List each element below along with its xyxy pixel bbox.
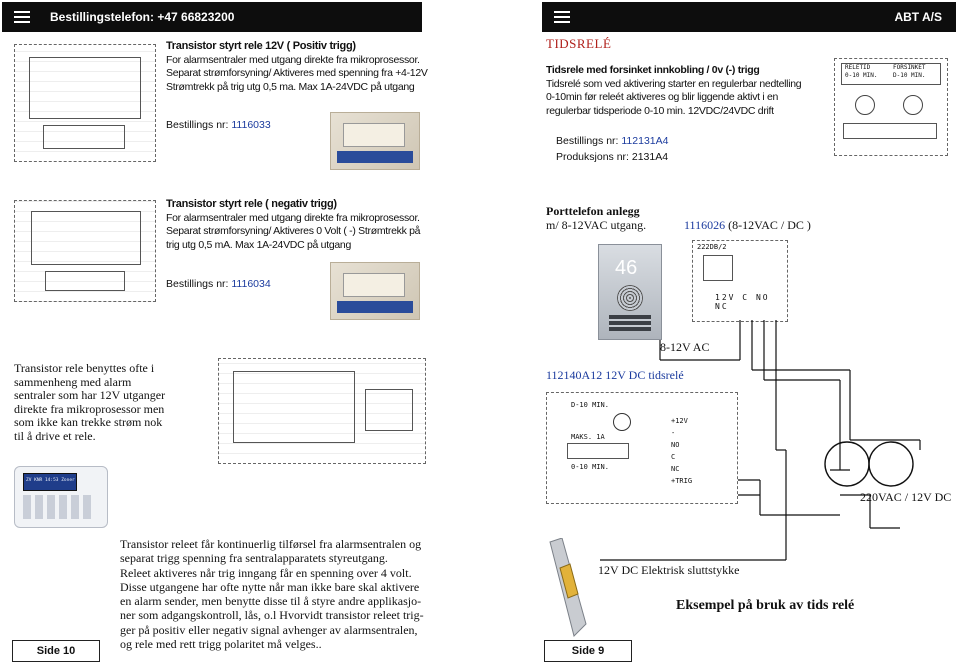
timer-relay-diagram — [546, 392, 738, 504]
relay-board-photo-positive — [330, 112, 420, 170]
product-code-suffix: (8-12VAC / DC ) — [725, 218, 811, 232]
bottom-text — [120, 537, 450, 651]
porttelefon-code — [684, 218, 811, 233]
terminal-label: C — [671, 453, 676, 461]
transformer-label: 220VAC / 12V DC — [860, 490, 952, 504]
diagram-label: 0-10 MIN. — [845, 72, 878, 79]
timer-diagram-label: D-10 MIN. — [571, 401, 609, 409]
relay-terminal: C — [742, 293, 750, 302]
relay-terminal: 12V — [715, 293, 736, 302]
rele-neg-order — [166, 278, 271, 290]
header-brand: ABT A/S — [894, 10, 942, 24]
porttelefon-subtitle: m/ 8-12VAC utgang. — [546, 218, 647, 232]
rele-neg-line: Separat strømforsyning/ Aktiveres 0 Volt ( -) Strømtrekk på — [166, 225, 421, 237]
rele-pos-line: Separat strømforsyning/ Aktiveres med spenning fra +4-12V — [166, 67, 428, 79]
tidsrele-text — [546, 64, 808, 118]
diagram-label: D-10 MIN. — [893, 72, 926, 79]
order-number: 112131A4 — [621, 135, 669, 147]
electric-strike-image — [544, 538, 592, 638]
timer-diagram-label: 0-10 MIN. — [571, 463, 609, 471]
order-label: Bestillings nr: — [556, 135, 622, 147]
terminal-label: +12V — [671, 417, 688, 425]
bottom-line: ger på positiv eller negativ signal avhenger av alarmsentralen, — [120, 622, 418, 637]
tidsrele-line: regulerbar tidsperiode 0-10 min. 12VDC/24VDC drift — [546, 104, 774, 117]
timer-label-text: 112140A12 12V DC tidsrelé — [546, 368, 684, 382]
rele-neg-text — [166, 198, 428, 252]
rele-neg-line: For alarmsentraler med utgang direkte fra mikroprosessor. — [166, 211, 420, 224]
rele-pos-order — [166, 119, 271, 131]
intro-line: sentraler som har 12V utganger — [14, 388, 166, 403]
tidsrele-order — [556, 135, 668, 147]
timer-label — [546, 368, 684, 383]
page-number-right: Side 9 — [544, 640, 632, 662]
relay-diagram-negative — [14, 200, 156, 302]
tidsrele-prod — [556, 151, 668, 163]
rele-neg-line: trig utg 0,5 mA. Max 1A-24VDC på utgang — [166, 238, 351, 251]
bottom-line: og rele med rett trigg polaritet må velges.. — [120, 637, 322, 652]
intercom-panel-number: 46 — [615, 257, 638, 279]
header-title: Bestillingstelefon: +47 66823200 — [50, 10, 235, 24]
terminal-label: - — [671, 429, 676, 437]
terminal-label: NC — [671, 465, 680, 473]
intro-line: til å drive et rele. — [14, 428, 96, 443]
relay-board-photo-negative — [330, 262, 420, 320]
relay-terminal: NC — [715, 302, 729, 311]
bottom-line: en alarm sender, men benytte disse til å styre andre applikasjo- — [120, 594, 422, 609]
diagram-label: RELETID — [845, 64, 871, 71]
porttelefon-title: Porttelefon anlegg — [546, 204, 640, 218]
relay-terminal: NO — [755, 293, 770, 302]
intro-text — [14, 362, 204, 444]
bottom-line: Transistor releet får kontinuerlig tilførsel fra alarmsentralen og — [120, 537, 422, 551]
porttelefon-text — [546, 204, 646, 232]
keypad-display: ZV KNR 14:53 Zoner — [26, 478, 75, 483]
example-title: Eksempel på bruk av tids relé — [676, 598, 855, 613]
order-number: 1116034 — [231, 278, 271, 290]
alarm-board-diagram — [218, 358, 426, 464]
right-header-bar — [542, 2, 956, 32]
bottom-line: Releet aktiveres når trig inngang får en spenning over 4 volt. — [120, 565, 412, 580]
intro-line: Transistor rele benyttes ofte i — [14, 361, 155, 375]
terminal-label: NO — [671, 441, 680, 449]
relay-label: 222DB/2 — [697, 243, 727, 251]
lock-label: 12V DC Elektrisk sluttstykke — [598, 563, 740, 577]
relay-diagram-positive — [14, 44, 156, 162]
tidsrele-line: Tidsrelé som ved aktivering starter en regulerbar nedtelling — [546, 77, 802, 90]
order-label: Bestillings nr: — [166, 278, 232, 290]
page-number-left: Side 10 — [12, 640, 100, 662]
intro-line: direkte fra mikroprosessor men — [14, 401, 165, 416]
menu-icon[interactable] — [554, 11, 570, 23]
left-header-bar — [2, 2, 422, 32]
prod-label: Produksjons nr: — [556, 151, 632, 163]
prod-number: 2131A4 — [631, 151, 669, 163]
tidsrele-title: Tidsrele med forsinket innkobling / 0v (-) trigg — [546, 64, 760, 76]
intro-line: sammenheng med alarm — [14, 374, 132, 389]
bottom-line: ner som adgangskontroll, lås, o.l Hvorvidt transistor releet trig- — [120, 608, 424, 623]
terminal-label: +TRIG — [671, 477, 693, 485]
timer-diagram-label: MAKS. 1A — [571, 433, 605, 441]
alarm-keypad-image — [14, 466, 108, 528]
rele-pos-line: Strømtrekk på trig utg 0,5 ma. Max 1A-24VDC på utgang — [166, 80, 415, 93]
rele-neg-title: Transistor styrt rele ( negativ trigg) — [166, 198, 337, 210]
bottom-line: Disse utgangene har ofte nytte når man ikke bare skal aktivere — [120, 579, 420, 594]
tidsrele-diagram — [834, 58, 948, 156]
menu-icon[interactable] — [14, 11, 30, 23]
tidsrele-line: 0-10min før releét aktiveres og blir liggende aktivt i en — [546, 91, 779, 103]
rele-pos-line: For alarmsentraler med utgang direkte fra mikroprosessor. — [166, 53, 420, 66]
rele-pos-text — [166, 40, 436, 94]
diagram-label: FORSINKET — [893, 64, 926, 71]
tidsrele-heading: TIDSRELÉ — [546, 36, 612, 51]
bottom-line: separat trigg spenning fra sentralapparatets styreutgang. — [120, 551, 388, 566]
rele-pos-title: Transistor styrt rele 12V ( Positiv trigg) — [166, 40, 356, 52]
ac-label: 8-12V AC — [660, 340, 710, 354]
product-code: 1116026 — [684, 218, 726, 232]
transformer-symbol — [825, 442, 913, 486]
intro-line: som ikke kan trekke strøm nok — [14, 415, 163, 430]
order-label: Bestillings nr: — [166, 119, 232, 131]
order-number: 1116033 — [231, 119, 271, 131]
